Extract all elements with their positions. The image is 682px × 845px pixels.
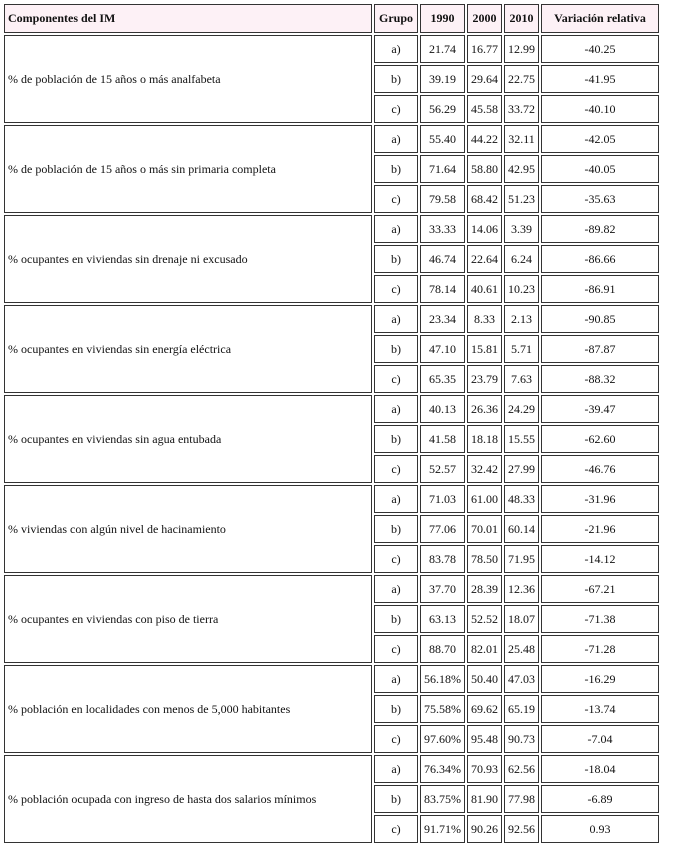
value-2010: 51.23	[504, 185, 539, 213]
variation-cell: -6.89	[541, 785, 659, 813]
value-1990: 78.14	[420, 275, 465, 303]
group-cell: c)	[374, 455, 418, 483]
header-2010: 2010	[504, 4, 539, 33]
variation-cell: -42.05	[541, 125, 659, 153]
table-row	[4, 305, 659, 333]
value-1990: 79.58	[420, 185, 465, 213]
value-2000: 69.62	[467, 695, 502, 723]
value-2010: 92.56	[504, 815, 539, 843]
group-cell: a)	[374, 125, 418, 153]
component-label: % de población de 15 años o más sin primaria completa	[4, 125, 372, 213]
group-cell: b)	[374, 605, 418, 633]
value-2010: 90.73	[504, 725, 539, 753]
group-cell: a)	[374, 665, 418, 693]
value-2000: 81.90	[467, 785, 502, 813]
variation-cell: -62.60	[541, 425, 659, 453]
value-2010: 5.71	[504, 335, 539, 363]
value-1990: 97.60%	[420, 725, 465, 753]
value-1990: 33.33	[420, 215, 465, 243]
value-2010: 12.99	[504, 35, 539, 63]
variation-cell: -40.05	[541, 155, 659, 183]
component-label: % ocupantes en viviendas con piso de tierra	[4, 575, 372, 663]
value-2010: 15.55	[504, 425, 539, 453]
value-2010: 2.13	[504, 305, 539, 333]
value-2010: 25.48	[504, 635, 539, 663]
group-cell: a)	[374, 215, 418, 243]
group-cell: c)	[374, 95, 418, 123]
component-label: % población ocupada con ingreso de hasta dos salarios mínimos	[4, 755, 372, 843]
variation-cell: -16.29	[541, 665, 659, 693]
value-1990: 46.74	[420, 245, 465, 273]
value-2000: 45.58	[467, 95, 502, 123]
table-row	[4, 665, 659, 693]
group-cell: a)	[374, 305, 418, 333]
value-1990: 40.13	[420, 395, 465, 423]
value-1990: 37.70	[420, 575, 465, 603]
value-2010: 62.56	[504, 755, 539, 783]
value-2010: 3.39	[504, 215, 539, 243]
variation-cell: -88.32	[541, 365, 659, 393]
variation-cell: -67.21	[541, 575, 659, 603]
header-component: Componentes del IM	[4, 4, 372, 33]
value-1990: 63.13	[420, 605, 465, 633]
value-2000: 15.81	[467, 335, 502, 363]
variation-cell: -71.38	[541, 605, 659, 633]
value-2010: 32.11	[504, 125, 539, 153]
group-cell: b)	[374, 245, 418, 273]
value-2000: 44.22	[467, 125, 502, 153]
variation-cell: -31.96	[541, 485, 659, 513]
variation-cell: -40.10	[541, 95, 659, 123]
variation-cell: -18.04	[541, 755, 659, 783]
variation-cell: -86.66	[541, 245, 659, 273]
value-2000: 95.48	[467, 725, 502, 753]
value-2010: 60.14	[504, 515, 539, 543]
value-1990: 88.70	[420, 635, 465, 663]
value-1990: 41.58	[420, 425, 465, 453]
value-2010: 47.03	[504, 665, 539, 693]
group-cell: a)	[374, 575, 418, 603]
group-cell: b)	[374, 335, 418, 363]
value-2010: 6.24	[504, 245, 539, 273]
variation-cell: -21.96	[541, 515, 659, 543]
value-2010: 33.72	[504, 95, 539, 123]
value-1990: 52.57	[420, 455, 465, 483]
group-cell: a)	[374, 35, 418, 63]
value-2010: 7.63	[504, 365, 539, 393]
value-2010: 18.07	[504, 605, 539, 633]
header-1990: 1990	[420, 4, 465, 33]
value-2010: 42.95	[504, 155, 539, 183]
value-1990: 39.19	[420, 65, 465, 93]
value-2010: 10.23	[504, 275, 539, 303]
table-row	[4, 125, 659, 153]
component-label: % población en localidades con menos de 5,000 habitantes	[4, 665, 372, 753]
value-2000: 52.52	[467, 605, 502, 633]
value-1990: 83.75%	[420, 785, 465, 813]
table-row	[4, 575, 659, 603]
value-1990: 91.71%	[420, 815, 465, 843]
component-label: % ocupantes en viviendas sin agua entubada	[4, 395, 372, 483]
table-row	[4, 215, 659, 243]
value-2000: 16.77	[467, 35, 502, 63]
group-cell: a)	[374, 485, 418, 513]
variation-cell: -40.25	[541, 35, 659, 63]
value-1990: 71.03	[420, 485, 465, 513]
value-1990: 77.06	[420, 515, 465, 543]
value-2000: 8.33	[467, 305, 502, 333]
value-1990: 47.10	[420, 335, 465, 363]
group-cell: b)	[374, 155, 418, 183]
variation-cell: -13.74	[541, 695, 659, 723]
group-cell: a)	[374, 755, 418, 783]
value-2010: 27.99	[504, 455, 539, 483]
value-1990: 75.58%	[420, 695, 465, 723]
group-cell: a)	[374, 395, 418, 423]
value-2000: 82.01	[467, 635, 502, 663]
value-1990: 71.64	[420, 155, 465, 183]
header-2000: 2000	[467, 4, 502, 33]
value-2000: 68.42	[467, 185, 502, 213]
group-cell: b)	[374, 785, 418, 813]
value-1990: 56.18%	[420, 665, 465, 693]
variation-cell: -89.82	[541, 215, 659, 243]
value-1990: 56.29	[420, 95, 465, 123]
value-2000: 40.61	[467, 275, 502, 303]
value-2000: 23.79	[467, 365, 502, 393]
group-cell: c)	[374, 185, 418, 213]
value-2010: 22.75	[504, 65, 539, 93]
group-cell: b)	[374, 515, 418, 543]
variation-cell: -41.95	[541, 65, 659, 93]
value-2000: 70.01	[467, 515, 502, 543]
value-2000: 78.50	[467, 545, 502, 573]
table-row	[4, 485, 659, 513]
value-1990: 55.40	[420, 125, 465, 153]
value-2000: 32.42	[467, 455, 502, 483]
table-row	[4, 35, 659, 63]
variation-cell: -7.04	[541, 725, 659, 753]
group-cell: c)	[374, 725, 418, 753]
value-1990: 83.78	[420, 545, 465, 573]
variation-cell: -71.28	[541, 635, 659, 663]
value-1990: 23.34	[420, 305, 465, 333]
component-label: % viviendas con algún nivel de hacinamiento	[4, 485, 372, 573]
variation-cell: -90.85	[541, 305, 659, 333]
value-2000: 14.06	[467, 215, 502, 243]
value-2000: 28.39	[467, 575, 502, 603]
table-row	[4, 395, 659, 423]
group-cell: b)	[374, 425, 418, 453]
value-2010: 48.33	[504, 485, 539, 513]
variation-cell: -14.12	[541, 545, 659, 573]
value-2010: 77.98	[504, 785, 539, 813]
value-2000: 90.26	[467, 815, 502, 843]
variation-cell: -39.47	[541, 395, 659, 423]
table-row	[4, 755, 659, 783]
component-label: % de población de 15 años o más analfabeta	[4, 35, 372, 123]
value-2000: 18.18	[467, 425, 502, 453]
value-1990: 21.74	[420, 35, 465, 63]
value-2000: 70.93	[467, 755, 502, 783]
value-2000: 61.00	[467, 485, 502, 513]
group-cell: c)	[374, 815, 418, 843]
value-2000: 58.80	[467, 155, 502, 183]
header-row	[4, 4, 659, 33]
value-2000: 29.64	[467, 65, 502, 93]
component-label: % ocupantes en viviendas sin drenaje ni excusado	[4, 215, 372, 303]
group-cell: b)	[374, 695, 418, 723]
value-2010: 65.19	[504, 695, 539, 723]
group-cell: b)	[374, 65, 418, 93]
component-label: % ocupantes en viviendas sin energía eléctrica	[4, 305, 372, 393]
value-2000: 22.64	[467, 245, 502, 273]
variation-cell: -87.87	[541, 335, 659, 363]
value-2010: 71.95	[504, 545, 539, 573]
value-1990: 65.35	[420, 365, 465, 393]
header-group: Grupo	[374, 4, 418, 33]
value-1990: 76.34%	[420, 755, 465, 783]
variation-cell: -46.76	[541, 455, 659, 483]
value-2010: 12.36	[504, 575, 539, 603]
im-components-table	[2, 2, 661, 845]
header-variation: Variación relativa	[541, 4, 659, 33]
value-2010: 24.29	[504, 395, 539, 423]
group-cell: c)	[374, 365, 418, 393]
group-cell: c)	[374, 545, 418, 573]
value-2000: 50.40	[467, 665, 502, 693]
variation-cell: 0.93	[541, 815, 659, 843]
variation-cell: -86.91	[541, 275, 659, 303]
group-cell: c)	[374, 635, 418, 663]
value-2000: 26.36	[467, 395, 502, 423]
group-cell: c)	[374, 275, 418, 303]
variation-cell: -35.63	[541, 185, 659, 213]
